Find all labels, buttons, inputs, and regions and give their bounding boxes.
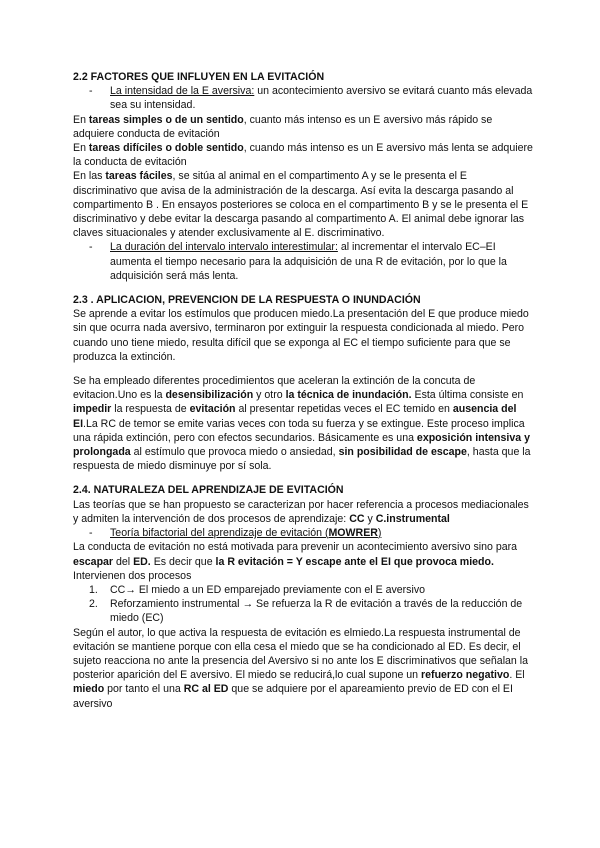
document-page bbox=[73, 70, 533, 711]
text-run: escapar bbox=[73, 555, 114, 568]
section-heading: 2.3 . APLICACION, PREVENCION DE LA RESPUESTA O INUNDACIÓN bbox=[73, 294, 421, 307]
text-run: ausencia del EI bbox=[73, 403, 517, 430]
numbered-list-item bbox=[73, 583, 533, 597]
dash-bullet: - bbox=[89, 527, 93, 540]
text-run: al estímulo que provoca miedo o ansiedad, bbox=[130, 446, 339, 459]
text-run: Se ha empleado diferentes procedimientos que aceleran la extinción de la concuta de evitacion.Uno es la bbox=[73, 375, 476, 402]
text-run: que se adquiere por el apareamiento previo de ED con el EI aversivo bbox=[73, 683, 513, 710]
text-run: , se sitúa al animal en el compartimento A y se le presenta el E discriminativo que avisa de la administración de la descarga. Así evita la descarga pasando al compartimento B . En ensayos posteriores se coloca en el compartimento B y se le presenta el E discriminativo y debe evitar la descarga pasando al compartimento A. El animal debe ignorar las claves situacionales y atender exclusivamente al E. discriminativo. bbox=[73, 170, 529, 240]
text-run: Reforzamiento instrumental → Se refuerza la R de evitación a través de la reducción de miedo (EC) bbox=[110, 598, 523, 625]
text-run: . El bbox=[509, 669, 525, 682]
text-run: impedir bbox=[73, 403, 112, 416]
text-run: La duración del intervalo intervalo interestimular: bbox=[110, 241, 338, 254]
text-run: La intensidad de la E aversiva: bbox=[110, 85, 255, 98]
text-run: tareas fáciles bbox=[105, 170, 173, 183]
text-run: la respuesta de bbox=[111, 403, 190, 416]
section-spacer bbox=[73, 283, 533, 293]
text-run: Se aprende a evitar los estímulos que producen miedo.La presentación del E que produce miedo sin que ocurra nada aversivo, terminaron por extinguir la respuesta condicionada al miedo. Pero cuando uno tiene miedo, resulta difícil que se exponga al EC el tiempo suficiente para que se produzca la extinción. bbox=[73, 308, 529, 363]
text-run: ED. bbox=[133, 555, 151, 568]
text-run: refuerzo negativo bbox=[421, 669, 510, 682]
text-run: Las teorías que se han propuesto se caracterizan por hacer referencia a procesos mediacionales y admiten la intervención de dos procesos de aprendizaje: bbox=[73, 498, 529, 525]
text-run: la técnica de inundación. bbox=[285, 389, 412, 402]
text-run: exposición intensiva y prolongada bbox=[73, 431, 530, 459]
paragraph bbox=[73, 540, 533, 583]
text-run: Según el autor, lo que activa la respuesta de evitación es elmiedo.La respuesta instrumental de evitación se mantiene porque con ella cesa el miedo que se ha condicionado al ED. Es decir, el sujeto reacciona no ante la presencia del Aversivo si no ante los E discriminativos que señalan la posterior aparición del E aversivo. El miedo se reducirá,lo cual supone un bbox=[73, 626, 529, 682]
text-run: .La RC de temor se emite varias veces con toda su fuerza y se extingue. Este proceso implica una rápida extinción, pero con efectos secundarios. Básicamente es una bbox=[73, 417, 525, 444]
text-run: la R evitación = Y escape ante el EI que provoca miedo. bbox=[215, 555, 494, 568]
dash-bullet: - bbox=[89, 85, 93, 98]
text-run: y bbox=[364, 512, 376, 525]
paragraph bbox=[73, 626, 533, 711]
text-run: CC→ El miedo a un ED emparejado previamente con el E aversivo bbox=[110, 583, 426, 596]
dash-bullet: - bbox=[89, 241, 93, 254]
text-run: Esta última consiste en bbox=[411, 389, 524, 402]
text-run: al incrementar el intervalo EC–EI aumenta el tiempo necesario para la adquisición de una R de evitación, por lo que la adquisición será más lenta. bbox=[110, 241, 507, 282]
text-run: Es decir que bbox=[150, 555, 216, 568]
text-run: evitación bbox=[189, 403, 236, 416]
section-heading: 2.2 FACTORES QUE INFLUYEN EN LA EVITACIÓN bbox=[73, 71, 325, 83]
list-number: 2. bbox=[89, 598, 98, 611]
dash-list-item bbox=[73, 84, 533, 112]
text-run: Teoría bifactorial del aprendizaje de evitación ( bbox=[110, 527, 329, 540]
text-run: La conducta de evitación no está motivada para prevenir un acontecimiento aversivo sino para bbox=[73, 541, 518, 554]
section-heading: 2.4. NATURALEZA DEL APRENDIZAJE DE EVITACIÓN bbox=[73, 484, 344, 497]
text-run: RC al ED bbox=[183, 683, 229, 696]
text-run: En bbox=[73, 142, 89, 155]
text-run: al presentar repetidas veces el EC temido en bbox=[235, 403, 453, 416]
text-run: desensibilización bbox=[165, 389, 254, 402]
paragraph bbox=[73, 169, 533, 240]
text-run: tareas difíciles o doble sentido bbox=[88, 142, 244, 155]
paragraph bbox=[73, 113, 533, 141]
text-run: por tanto el una bbox=[104, 683, 184, 696]
text-run: y otro bbox=[253, 389, 286, 402]
text-run: , cuanto más intenso es un E aversivo más rápido se adquiere conducta de evitación bbox=[73, 113, 493, 140]
text-run: un acontecimiento aversivo se evitará cuanto más elevada sea su intensidad. bbox=[110, 85, 533, 112]
paragraph bbox=[73, 141, 533, 169]
text-run: Intervienen dos procesos bbox=[73, 569, 192, 582]
text-run: , hasta que la respuesta de miedo disminuye por sí sola. bbox=[73, 446, 531, 473]
text-run: En bbox=[73, 113, 89, 126]
section-spacer bbox=[73, 473, 533, 483]
paragraph bbox=[73, 498, 533, 526]
text-run: C.instrumental bbox=[375, 512, 450, 525]
text-run: En las bbox=[73, 170, 106, 183]
text-run: MOWRER bbox=[328, 527, 378, 540]
numbered-list-item bbox=[73, 597, 533, 625]
paragraph bbox=[73, 374, 533, 473]
text-run: ) bbox=[377, 527, 382, 540]
text-run: sin posibilidad de escape bbox=[338, 446, 467, 459]
text-run: tareas simples o de un sentido bbox=[88, 113, 244, 126]
dash-list-item bbox=[73, 240, 533, 283]
text-run: del bbox=[113, 555, 134, 568]
text-run: CC bbox=[349, 512, 365, 525]
text-run: miedo bbox=[73, 683, 105, 696]
paragraph-spacer bbox=[73, 364, 533, 374]
list-number: 1. bbox=[89, 583, 98, 596]
paragraph bbox=[73, 307, 533, 364]
text-run: , cuando más intenso es un E aversivo más lenta se adquiere la conducta de evitación bbox=[73, 142, 533, 169]
dash-list-item bbox=[73, 526, 533, 540]
